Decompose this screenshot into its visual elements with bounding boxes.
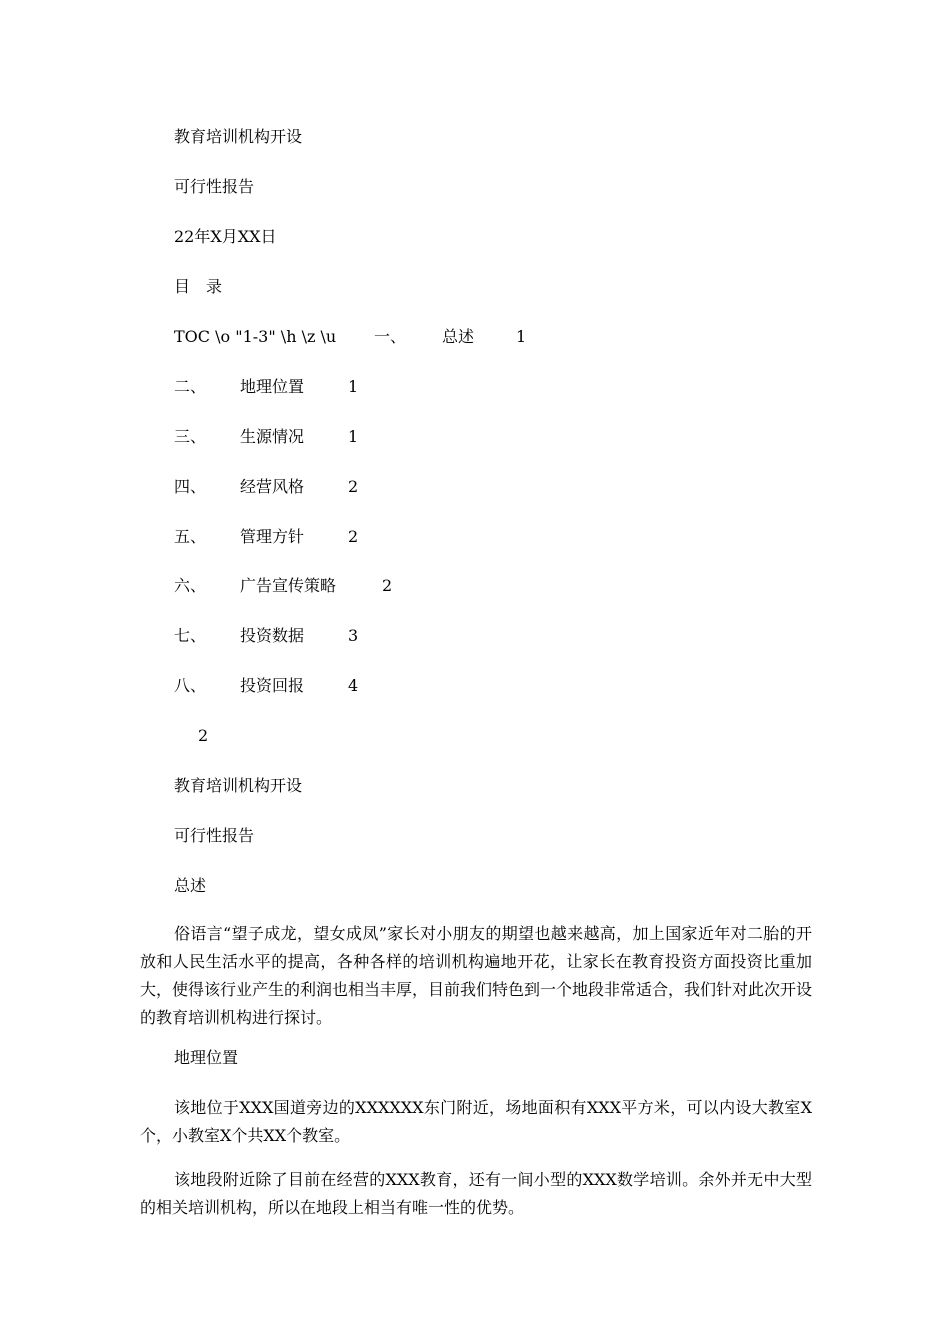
toc-item-title: 总述	[442, 327, 475, 346]
toc-row-5[interactable]	[174, 527, 674, 547]
toc-item-title: 地理位置	[240, 377, 305, 396]
toc-item-title: 管理方针	[240, 527, 305, 546]
cover-date: 22年X月XX日	[174, 227, 277, 246]
toc-item-title: 投资数据	[240, 626, 305, 645]
toc-item-page: 3	[348, 626, 359, 645]
toc-row-8[interactable]	[174, 676, 674, 696]
toc-item-title: 投资回报	[240, 676, 305, 695]
toc-item-num: 五、	[174, 527, 207, 546]
toc-item-num: 六、	[174, 576, 207, 595]
toc-item-page: 1	[348, 377, 359, 396]
toc-row-1[interactable]	[174, 327, 674, 347]
toc-item-num: 三、	[174, 427, 207, 446]
page-number: 2	[198, 726, 209, 745]
section-heading-location: 地理位置	[174, 1048, 239, 1067]
toc-item-page: 1	[348, 427, 359, 446]
toc-row-6[interactable]	[174, 576, 674, 596]
paragraph-location-2: 该地段附近除了目前在经营的XXX教育，还有一间小型的XXX数学培训。余外并无中大型的相关培训机构，所以在地段上相当有唯一性的优势。	[140, 1170, 812, 1217]
toc-item-num: 八、	[174, 676, 207, 695]
toc-item-page: 2	[348, 477, 359, 496]
toc-item-num: 四、	[174, 477, 207, 496]
toc-item-page: 2	[382, 576, 393, 595]
toc-row-3[interactable]	[174, 427, 674, 447]
toc-item-num: 一、	[374, 327, 407, 346]
toc-item-num: 七、	[174, 626, 207, 645]
toc-row-2[interactable]	[174, 377, 674, 397]
toc-row-7[interactable]	[174, 626, 674, 646]
toc-heading: 目 录	[174, 277, 223, 296]
toc-row-4[interactable]	[174, 477, 674, 497]
toc-field-code: TOC \o "1-3" \h \z \u	[174, 327, 337, 346]
toc-item-title: 生源情况	[240, 427, 305, 446]
toc-item-num: 二、	[174, 377, 207, 396]
body-title-line2: 可行性报告	[174, 826, 255, 845]
body-title-line1: 教育培训机构开设	[174, 776, 303, 795]
toc-item-page: 2	[348, 527, 359, 546]
paragraph-location-1: 该地位于XXX国道旁边的XXXXXX东门附近，场地面积有XXX平方米，可以内设大教室X个，小教室X个共XX个教室。	[140, 1098, 812, 1145]
paragraph-overview: 俗语言“望子成龙，望女成凤”家长对小朋友的期望也越来越高，加上国家近年对二胎的开放和人民生活水平的提高，各种各样的培训机构遍地开花，让家长在教育投资方面投资比重加大，使得该行业产生的利润也相当丰厚，目前我们特色到一个地段非常适合，我们针对此次开设的教育培训机构进行探讨。	[140, 924, 813, 1027]
toc-item-title: 经营风格	[240, 477, 305, 496]
toc-item-page: 1	[516, 327, 527, 346]
section-heading-overview: 总述	[174, 876, 207, 895]
cover-title-line2: 可行性报告	[174, 177, 255, 196]
toc-item-title: 广告宣传策略	[240, 576, 337, 595]
cover-title-line1: 教育培训机构开设	[174, 127, 303, 146]
toc-item-page: 4	[348, 676, 359, 695]
